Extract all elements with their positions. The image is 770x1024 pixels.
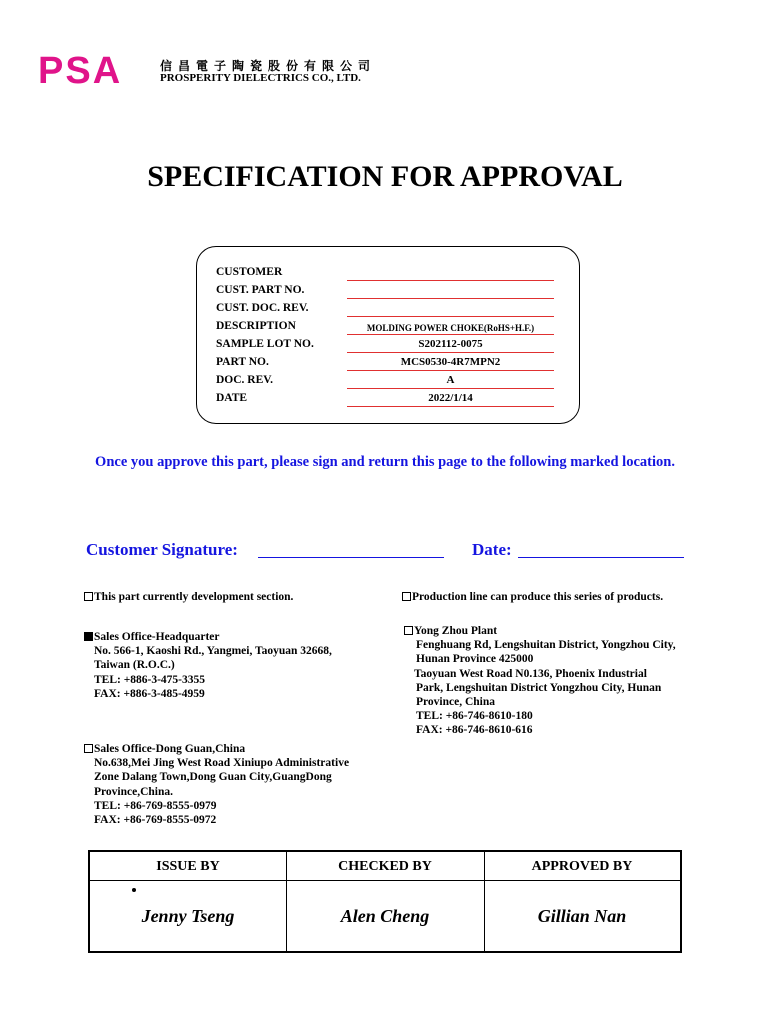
value-description: MOLDING POWER CHOKE(RoHS+H.F.)	[366, 323, 535, 333]
headquarter-title: Sales Office-Headquarter	[94, 631, 220, 643]
field-underline	[347, 298, 554, 299]
approver-signature: Gillian Nan	[537, 906, 627, 926]
document-title: SPECIFICATION FOR APPROVAL	[147, 160, 623, 193]
field-underline	[347, 316, 554, 317]
office-headquarter	[84, 630, 332, 701]
approval-table	[88, 850, 682, 953]
checker-signature: Alen Cheng	[340, 906, 430, 926]
field-underline	[347, 334, 554, 335]
value-sample-lot-no: S202112-0075	[418, 338, 483, 350]
address-line: Zone Dalang Town,Dong Guan City,GuangDong	[94, 771, 332, 784]
field-underline	[347, 388, 554, 389]
address-line: No. 566-1, Kaoshi Rd., Yangmei, Taoyuan 32668,	[94, 645, 332, 658]
office-dongguan	[84, 742, 349, 827]
option-development-text: This part currently development section.	[94, 591, 294, 603]
address-line: Taiwan (R.O.C.)	[94, 659, 175, 672]
header-checked-by: CHECKED BY	[286, 852, 484, 881]
fax-line: FAX: +886-3-485-4959	[94, 687, 205, 700]
field-underline	[347, 352, 554, 353]
fax-line: FAX: +86-746-8610-616	[416, 724, 533, 737]
date-field[interactable]	[518, 557, 684, 558]
label-part-no: PART NO.	[216, 356, 269, 368]
label-customer: CUSTOMER	[216, 266, 283, 278]
header-approved-by: APPROVED BY	[484, 852, 680, 881]
field-underline	[347, 406, 554, 407]
header-issue-by: ISSUE BY	[90, 852, 286, 881]
field-underline	[347, 280, 554, 281]
company-name-english: PROSPERITY DIELECTRICS CO., LTD.	[160, 72, 361, 84]
value-doc-rev: A	[446, 374, 455, 386]
yongzhou-title: Yong Zhou Plant	[414, 625, 498, 637]
address-line: Fenghuang Rd, Lengshuitan District, Yongzhou City,	[416, 639, 676, 652]
phone-line: TEL: +886-3-475-3355	[94, 673, 206, 686]
approval-instruction: Once you approve this part, please sign and return this page to the following marked location.	[95, 454, 675, 470]
dongguan-checkbox[interactable]	[84, 744, 93, 753]
label-cust-part-no: CUST. PART NO.	[216, 284, 305, 296]
option-development	[84, 590, 293, 604]
field-underline	[347, 370, 554, 371]
fax-line: FAX: +86-769-8555-0972	[94, 814, 217, 827]
value-part-no: MCS0530-4R7MPN2	[400, 356, 501, 368]
phone-line: TEL: +86-769-8555-0979	[94, 799, 217, 812]
label-sample-lot-no: SAMPLE LOT NO.	[216, 338, 314, 350]
value-date: 2022/1/14	[428, 392, 473, 404]
customer-signature-label: Customer Signature:	[86, 540, 238, 559]
phone-line: TEL: +86-746-8610-180	[416, 710, 533, 723]
address-line: Province,China.	[94, 785, 174, 798]
issuer-signature: Jenny Tseng	[141, 906, 235, 926]
label-date: DATE	[216, 392, 248, 404]
address-line: No.638,Mei Jing West Road Xiniupo Administrative	[94, 757, 350, 770]
label-doc-rev: DOC. REV.	[216, 374, 273, 386]
option-production	[402, 590, 663, 604]
customer-signature-field[interactable]	[258, 557, 444, 558]
label-cust-doc-rev: CUST. DOC. REV.	[216, 302, 309, 314]
address-line: Province, China	[416, 696, 496, 709]
development-checkbox[interactable]	[84, 592, 93, 601]
logo-text: PSA	[38, 53, 123, 87]
psa-logo	[38, 53, 150, 87]
label-description: DESCRIPTION	[216, 320, 296, 332]
company-name-chinese: 信昌電子陶瓷股份有限公司	[160, 59, 377, 73]
office-yongzhou	[404, 624, 676, 738]
headquarter-checkbox[interactable]	[84, 632, 93, 641]
production-checkbox[interactable]	[402, 592, 411, 601]
yongzhou-checkbox[interactable]	[404, 626, 413, 635]
date-label: Date:	[472, 540, 512, 559]
option-production-text: Production line can produce this series of products.	[412, 591, 664, 603]
dongguan-title: Sales Office-Dong Guan,China	[94, 743, 246, 755]
address-line: Park, Lengshuitan District Yongzhou City, Hunan	[416, 681, 662, 694]
address-line: Taoyuan West Road N0.136, Phoenix Industrial	[414, 667, 647, 680]
address-line: Hunan Province 425000	[416, 653, 534, 666]
